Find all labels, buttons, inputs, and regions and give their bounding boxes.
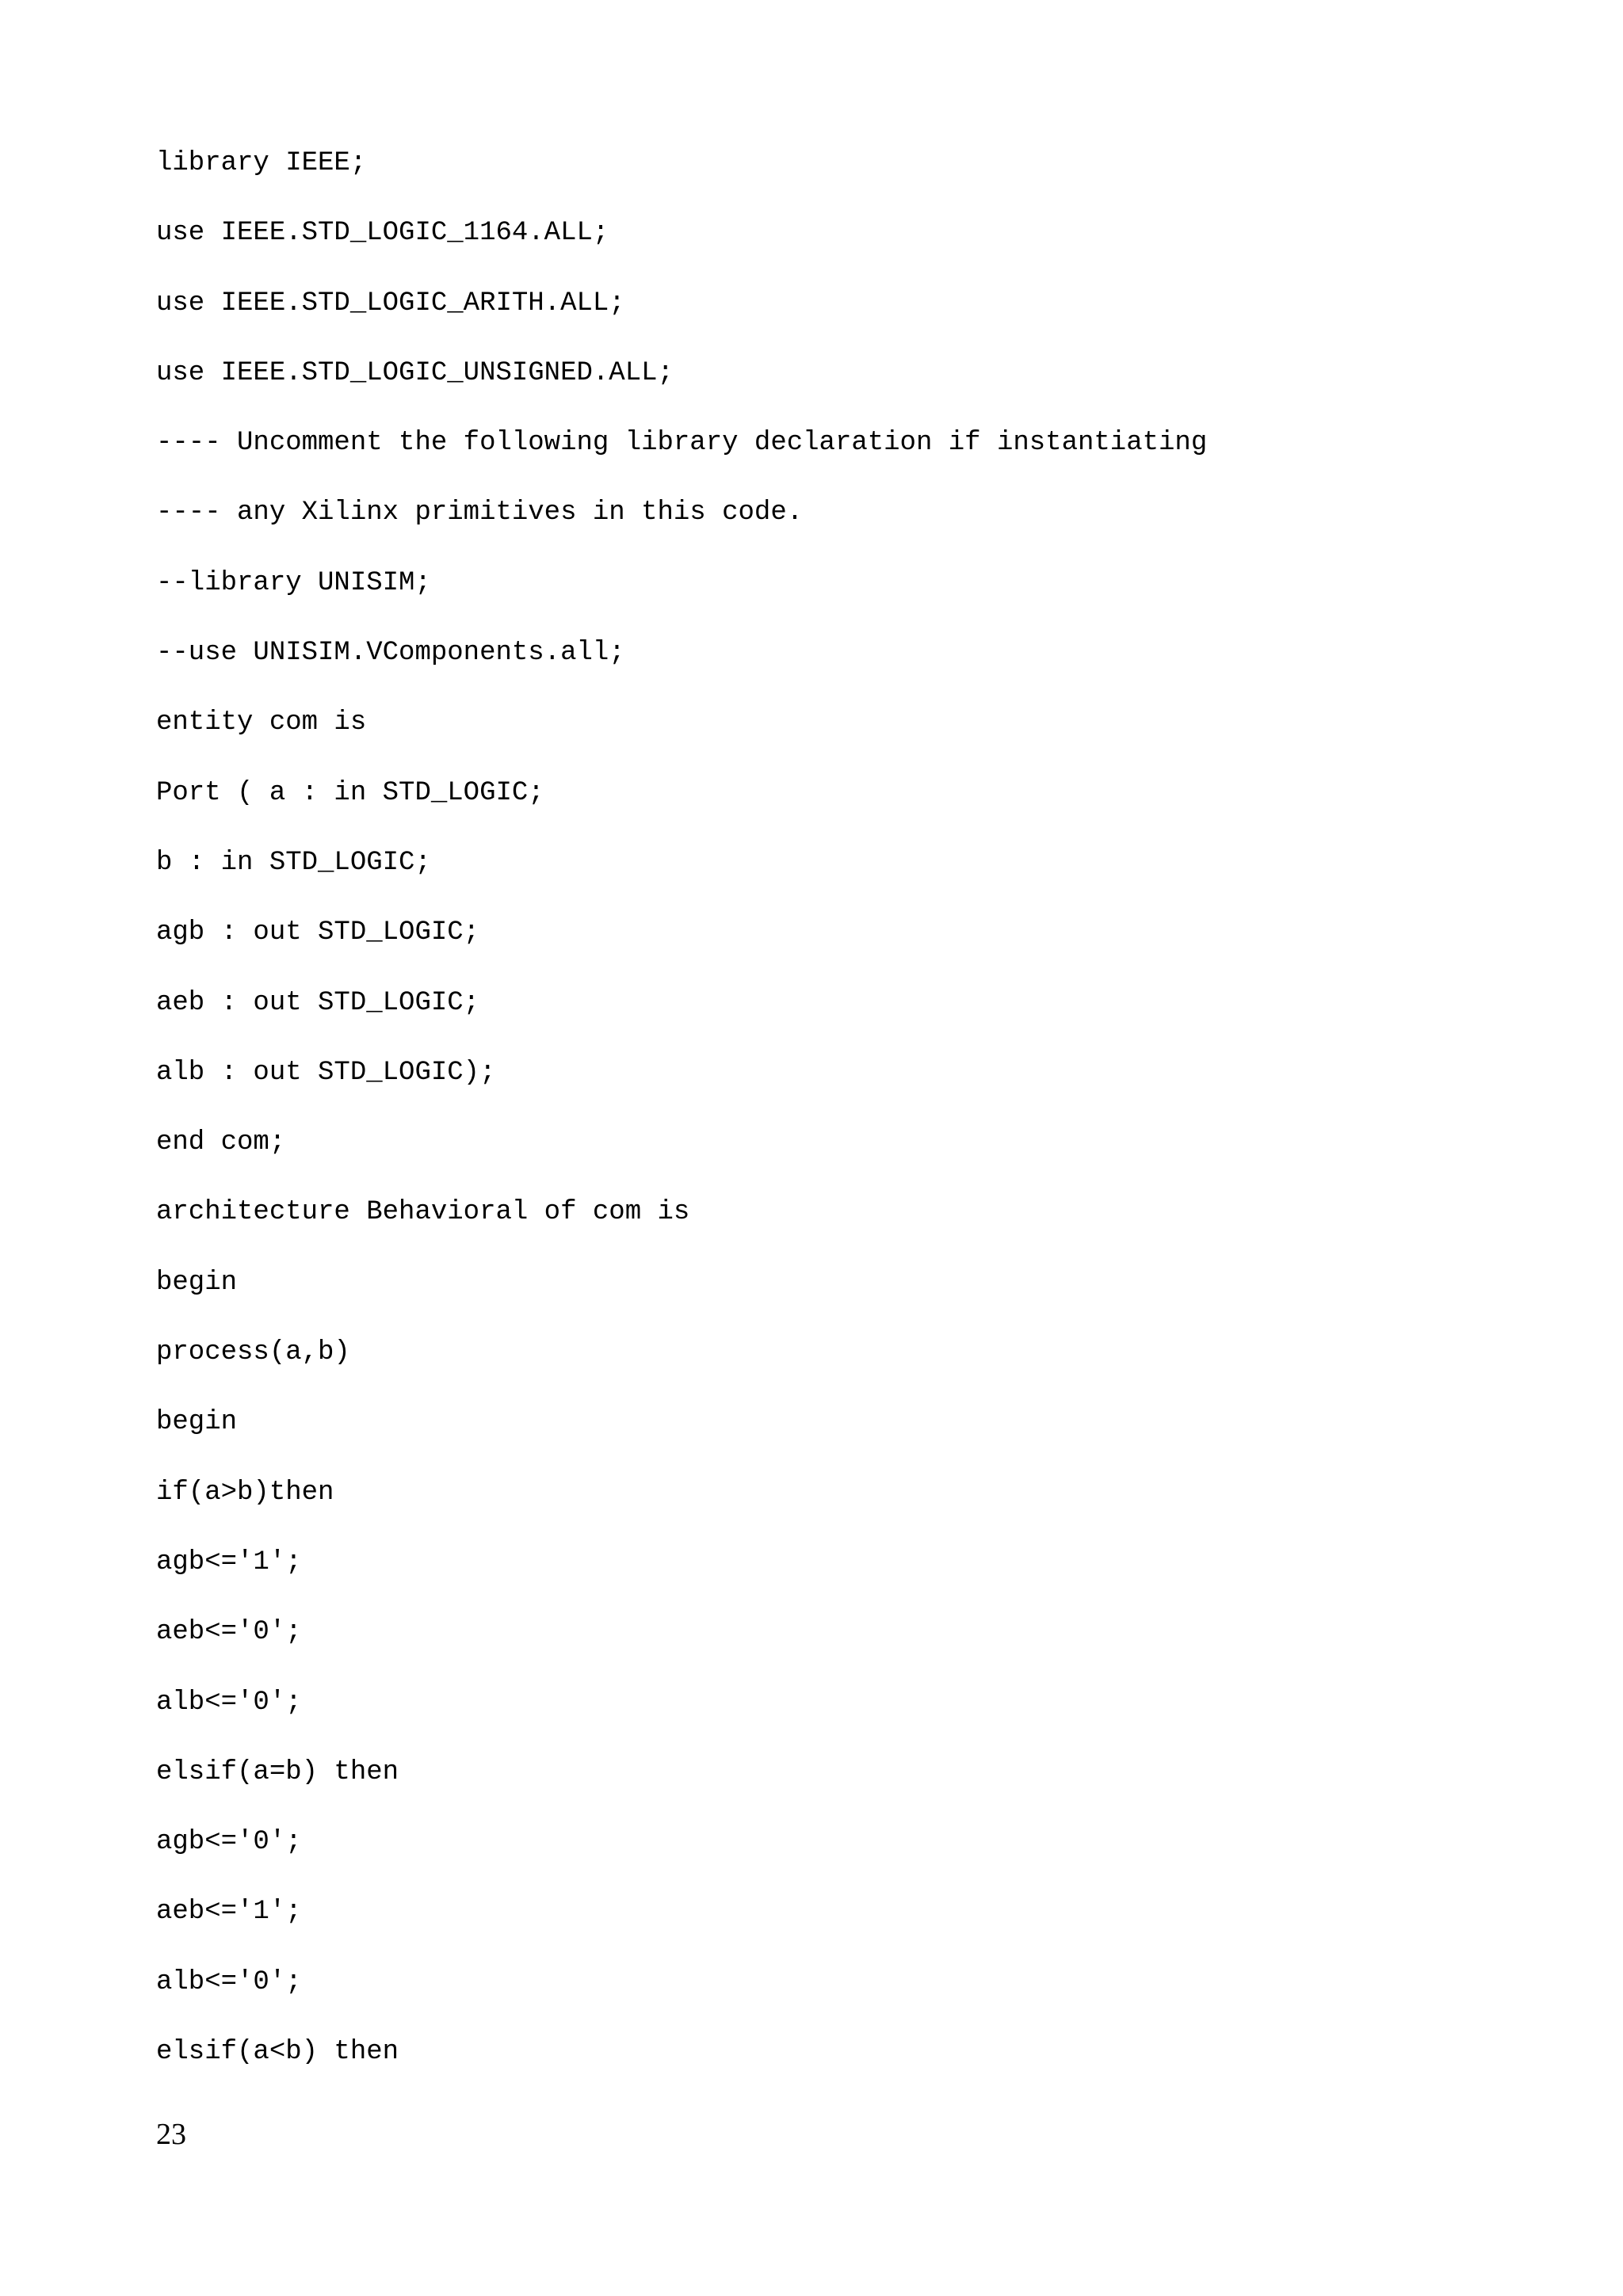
code-line: elsif(a=b) then xyxy=(156,1756,399,1787)
code-line: end com; xyxy=(156,1127,286,1158)
code-line: alb<='0'; xyxy=(156,1687,302,1718)
code-line: agb<='1'; xyxy=(156,1547,302,1577)
code-line: library IEEE; xyxy=(156,148,367,178)
code-line: entity com is xyxy=(156,707,367,738)
code-line: Port ( a : in STD_LOGIC; xyxy=(156,777,544,808)
vhdl-code-listing xyxy=(156,147,1207,2106)
code-line: use IEEE.STD_LOGIC_UNSIGNED.ALL; xyxy=(156,357,674,388)
code-line: aeb<='1'; xyxy=(156,1897,302,1928)
code-line: if(a>b)then xyxy=(156,1477,334,1508)
code-comment-line: ---- any Xilinx primitives in this code. xyxy=(156,498,804,528)
code-line: alb<='0'; xyxy=(156,1966,302,1997)
code-comment-line: --use UNISIM.VComponents.all; xyxy=(156,638,625,669)
code-line: alb : out STD_LOGIC); xyxy=(156,1057,496,1088)
code-line: b : in STD_LOGIC; xyxy=(156,847,431,878)
code-line: begin xyxy=(156,1267,238,1298)
code-line: begin xyxy=(156,1407,238,1438)
code-line: agb : out STD_LOGIC; xyxy=(156,917,480,948)
code-comment-line: ---- Uncomment the following library declaration if instantiating xyxy=(156,428,1208,459)
code-line: architecture Behavioral of com is xyxy=(156,1197,690,1228)
code-line: process(a,b) xyxy=(156,1337,350,1368)
code-line: use IEEE.STD_LOGIC_ARITH.ALL; xyxy=(156,288,625,318)
code-line: aeb<='0'; xyxy=(156,1617,302,1648)
code-line: use IEEE.STD_LOGIC_1164.ALL; xyxy=(156,218,609,249)
code-line: agb<='0'; xyxy=(156,1827,302,1858)
code-line: aeb : out STD_LOGIC; xyxy=(156,987,480,1018)
code-comment-line: --library UNISIM; xyxy=(156,567,431,598)
code-line: elsif(a<b) then xyxy=(156,2037,399,2068)
page-number: 23 xyxy=(156,2118,186,2151)
